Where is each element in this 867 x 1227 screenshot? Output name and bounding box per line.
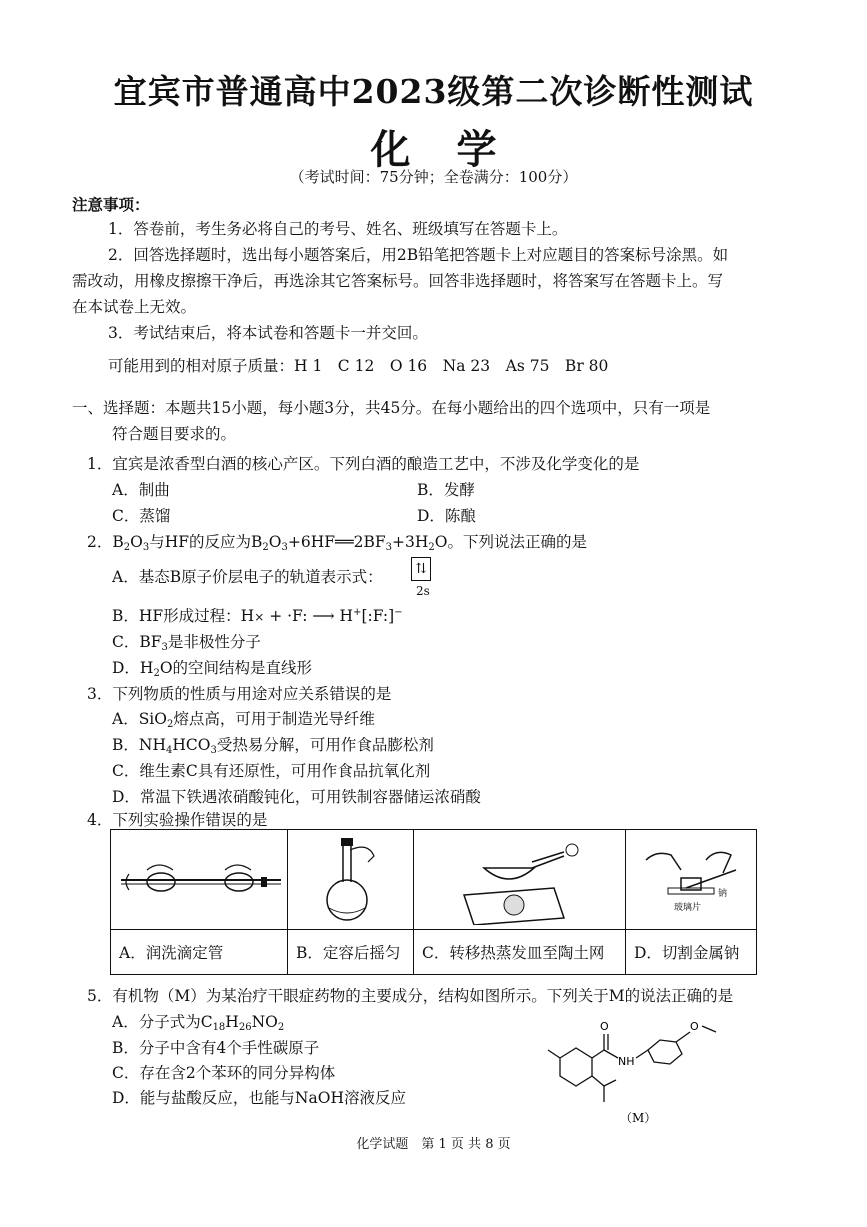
q5-option-c: C．存在含2个苯环的同分异构体	[112, 1064, 336, 1082]
q1-option-c: C．蒸馏	[112, 507, 171, 525]
atom-o-methoxy: O	[690, 1020, 699, 1033]
q5-option-b: B．分子中含有4个手性碳原子	[112, 1039, 320, 1057]
notice-item-3: 3．考试结束后，将本试卷和答题卡一并交回。	[108, 324, 428, 342]
q1-stem: 1．宜宾是浓香型白酒的核心产区。下列白酒的酿造工艺中，不涉及化学变化的是	[87, 455, 640, 473]
q4-caption-c: C．转移热蒸发皿至陶土网	[414, 930, 626, 975]
exam-title: 宜宾市普通高中2023级第二次诊断性测试	[113, 72, 754, 111]
crucible-tongs-icon	[414, 830, 625, 925]
q4-experiment-table	[110, 829, 757, 975]
q4-caption-b: B．定容后摇匀	[288, 930, 414, 975]
sodium-cutting-icon	[626, 830, 756, 925]
notice-item-2a: 2．回答选择题时，选出每小题答案后，用2B铅笔把答题卡上对应题目的答案标号涂黑。如	[108, 246, 729, 264]
label-sodium: 钠	[718, 889, 728, 899]
molecule-label: （M）	[620, 1111, 657, 1125]
orbital-label: 2s	[416, 584, 430, 598]
notice-item-2c: 在本试卷上无效。	[72, 298, 197, 316]
q5-stem: 5．有机物（M）为某治疗干眼症药物的主要成分，结构如图所示。下列关于M的说法正确的是	[87, 987, 734, 1005]
volumetric-flask-icon	[288, 830, 413, 925]
q3-option-d: D．常温下铁遇浓硝酸钝化，可用铁制容器储运浓硝酸	[112, 788, 481, 806]
q4-image-a	[111, 830, 288, 930]
subject-title: 化学	[370, 126, 543, 173]
page-footer: 化学试题 第 1 页 共 8 页	[356, 1137, 511, 1152]
q1-option-a: A．制曲	[112, 481, 170, 499]
section-heading-a: 一、选择题：本题共15小题，每小题3分，共45分。在每小题给出的四个选项中，只有一项是	[72, 399, 711, 417]
q4-caption-d: D．切割金属钠	[626, 930, 757, 975]
q3-stem: 3．下列物质的性质与用途对应关系错误的是	[87, 685, 392, 703]
notice-item-1: 1．答卷前，考生务必将自己的考号、姓名、班级填写在答题卡上。	[108, 220, 568, 238]
notice-item-2b: 需改动，用橡皮擦擦干净后，再选涂其它答案标号。回答非选择题时，将答案写在答题卡上。写	[72, 272, 724, 290]
q1-option-b: B．发酵	[417, 481, 475, 499]
section-heading-b: 符合题目要求的。	[112, 425, 237, 443]
q2-option-b: B．HF形成过程：H× + ·F: ⟶ H+[:F:]−	[112, 606, 403, 625]
q2-option-a: A．基态B原子价层电子的轨道表示式：	[112, 568, 383, 586]
q4-image-d	[626, 830, 757, 930]
q2-option-d: D．$H_2O$的空间结构是直线形	[112, 659, 313, 679]
q2-stem: 2．$B_2O_3$与HF的反应为$B_2O_3+6HF══2BF_3+3H_2O$。下列说法正确的是	[87, 533, 588, 553]
atom-o-carbonyl: O	[600, 1020, 609, 1033]
q5-option-a: A．分子式为$C_{18}H_{26}NO_2$	[112, 1013, 285, 1033]
q4-image-c	[414, 830, 626, 930]
exam-info: （考试时间：75分钟；全卷满分：100分）	[289, 168, 578, 186]
q3-option-b: B．$NH_4HCO_3$受热易分解，可用作食品膨松剂	[112, 736, 434, 756]
q5-option-d: D．能与盐酸反应，也能与NaOH溶液反应	[112, 1089, 406, 1107]
q4-stem: 4．下列实验操作错误的是	[87, 811, 268, 829]
q4-caption-a: A．润洗滴定管	[111, 930, 288, 975]
q1-option-d: D．陈酿	[417, 507, 476, 525]
q3-option-a: A．SiO$_2$熔点高，可用于制造光导纤维	[112, 710, 375, 730]
atomic-masses: 可能用到的相对原子质量：H 1 C 12 O 16 Na 23 As 75 Br 80	[108, 357, 609, 375]
q3-option-c: C．维生素C具有还原性，可用作食品抗氧化剂	[112, 762, 431, 780]
label-glass: 玻璃片	[674, 903, 702, 913]
q2-option-c: C．$BF_3$是非极性分子	[112, 633, 261, 653]
atom-nh: NH	[618, 1055, 635, 1068]
molecule-m-structure	[540, 1010, 740, 1125]
orbital-box: ⇅	[411, 557, 431, 581]
q4-image-b	[288, 830, 414, 930]
notice-heading: 注意事项：	[72, 195, 150, 214]
burette-rinse-icon	[111, 830, 287, 925]
